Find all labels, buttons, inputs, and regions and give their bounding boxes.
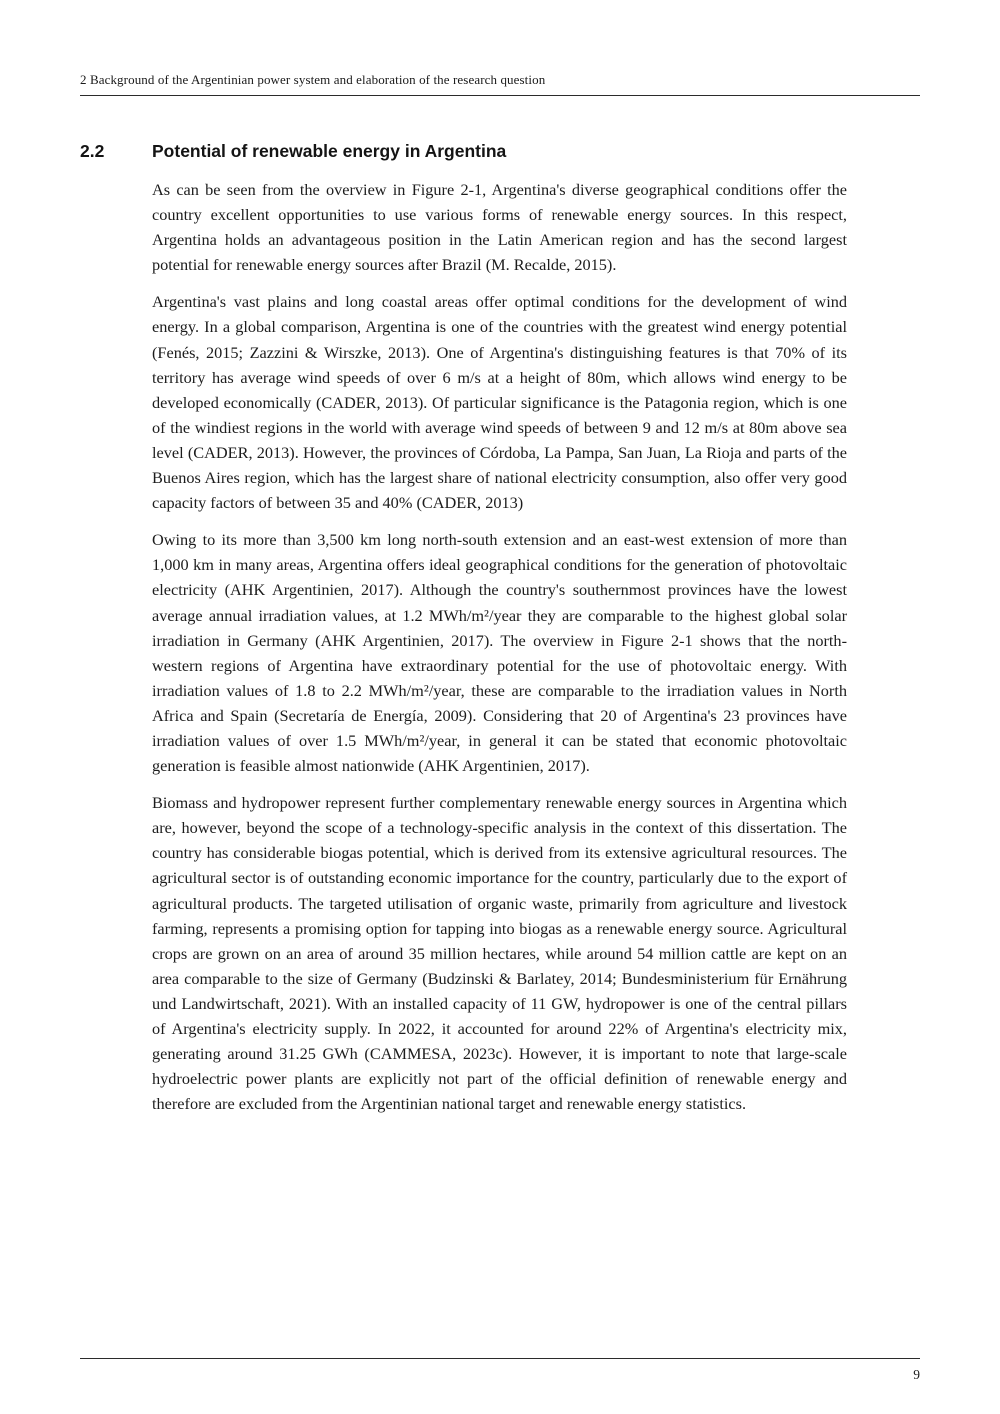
page-number: 9 [913, 1367, 920, 1382]
page-footer [80, 1358, 920, 1383]
section-heading [80, 141, 847, 162]
paragraph-4: Biomass and hydropower represent further complementary renewable energy sources in Argentina which are, however, beyond the scope of a technology-specific analysis in the context of this dissertation. The country has considerable biogas potential, which is derived from its extensive agricultural resources. The agricultural sector is of outstanding economic importance for the country, particularly due to the export of agricultural products. The targeted utilisation of organic waste, primarily from agriculture and livestock farming, represents a promising option for tapping into biogas as a renewable energy source. Agricultural crops are grown on an area of around 35 million hectares, while around 54 million cattle are kept on an area comparable to the size of Germany (Budzinski & Barlatey, 2014; Bundesministerium für Ernährung und Landwirtschaft, 2021). With an installed capacity of 11 GW, hydropower is one of the central pillars of Argentina's electricity supply. In 2022, it accounted for around 22% of Argentina's electricity mix, generating around 31.25 GWh (CAMMESA, 2023c). However, it is important to note that large-scale hydroelectric power plants are explicitly not part of the official definition of renewable energy and therefore are excluded from the Argentinian national target and renewable energy statistics. [152, 793, 847, 1114]
page-content [80, 141, 847, 1116]
section-number: 2.2 [80, 141, 105, 161]
page-header [80, 72, 920, 96]
paragraph-1: As can be seen from the overview in Figure 2-1, Argentina's diverse geographical conditions offer the country excellent opportunities to use various forms of renewable energy sources. In this respect, Argentina holds an advantageous position in the Latin American region and has the second largest potential for renewable energy sources after Brazil (M. Recalde, 2015). [152, 180, 847, 275]
running-header: 2 Background of the Argentinian power system and elaboration of the research question [80, 72, 546, 87]
paragraph-2: Argentina's vast plains and long coastal areas offer optimal conditions for the development of wind energy. In a global comparison, Argentina is one of the countries with the greatest wind energy potential (Fenés, 2015; Zazzini & Wirszke, 2013). One of Argentina's distinguishing features is that 70% of its territory has average wind speeds of over 6 m/s at a height of 80m, which allows wind energy to be developed economically (CADER, 2013). Of particular significance is the Patagonia region, which is one of the windiest regions in the world with average wind speeds of between 9 and 12 m/s at 80m above sea level (CADER, 2013). However, the provinces of Córdoba, La Pampa, San Juan, La Rioja and parts of the Buenos Aires region, which has the largest share of national electricity consumption, also offer very good capacity factors of between 35 and 40% (CADER, 2013) [152, 292, 847, 513]
paragraph-3: Owing to its more than 3,500 km long north-south extension and an east-west extension of more than 1,000 km in many areas, Argentina offers ideal geographical conditions for the generation of photovoltaic electricity (AHK Argentinien, 2017). Although the country's southernmost provinces have the lowest average annual irradiation values, at 1.2 MWh/m²/year they are comparable to the highest global solar irradiation in Germany (AHK Argentinien, 2017). The overview in Figure 2-1 shows that the north-western regions of Argentina have extraordinary potential for the use of photovoltaic energy. With irradiation values of 1.8 to 2.2 MWh/m²/year, these are comparable to the irradiation values in North Africa and Spain (Secretaría de Energía, 2009). Considering that 20 of Argentina's 23 provinces have irradiation values of over 1.5 MWh/m²/year, in general it can be stated that economic photovoltaic generation is feasible almost nationwide (AHK Argentinien, 2017). [152, 530, 847, 776]
section-title: Potential of renewable energy in Argentina [152, 141, 507, 161]
